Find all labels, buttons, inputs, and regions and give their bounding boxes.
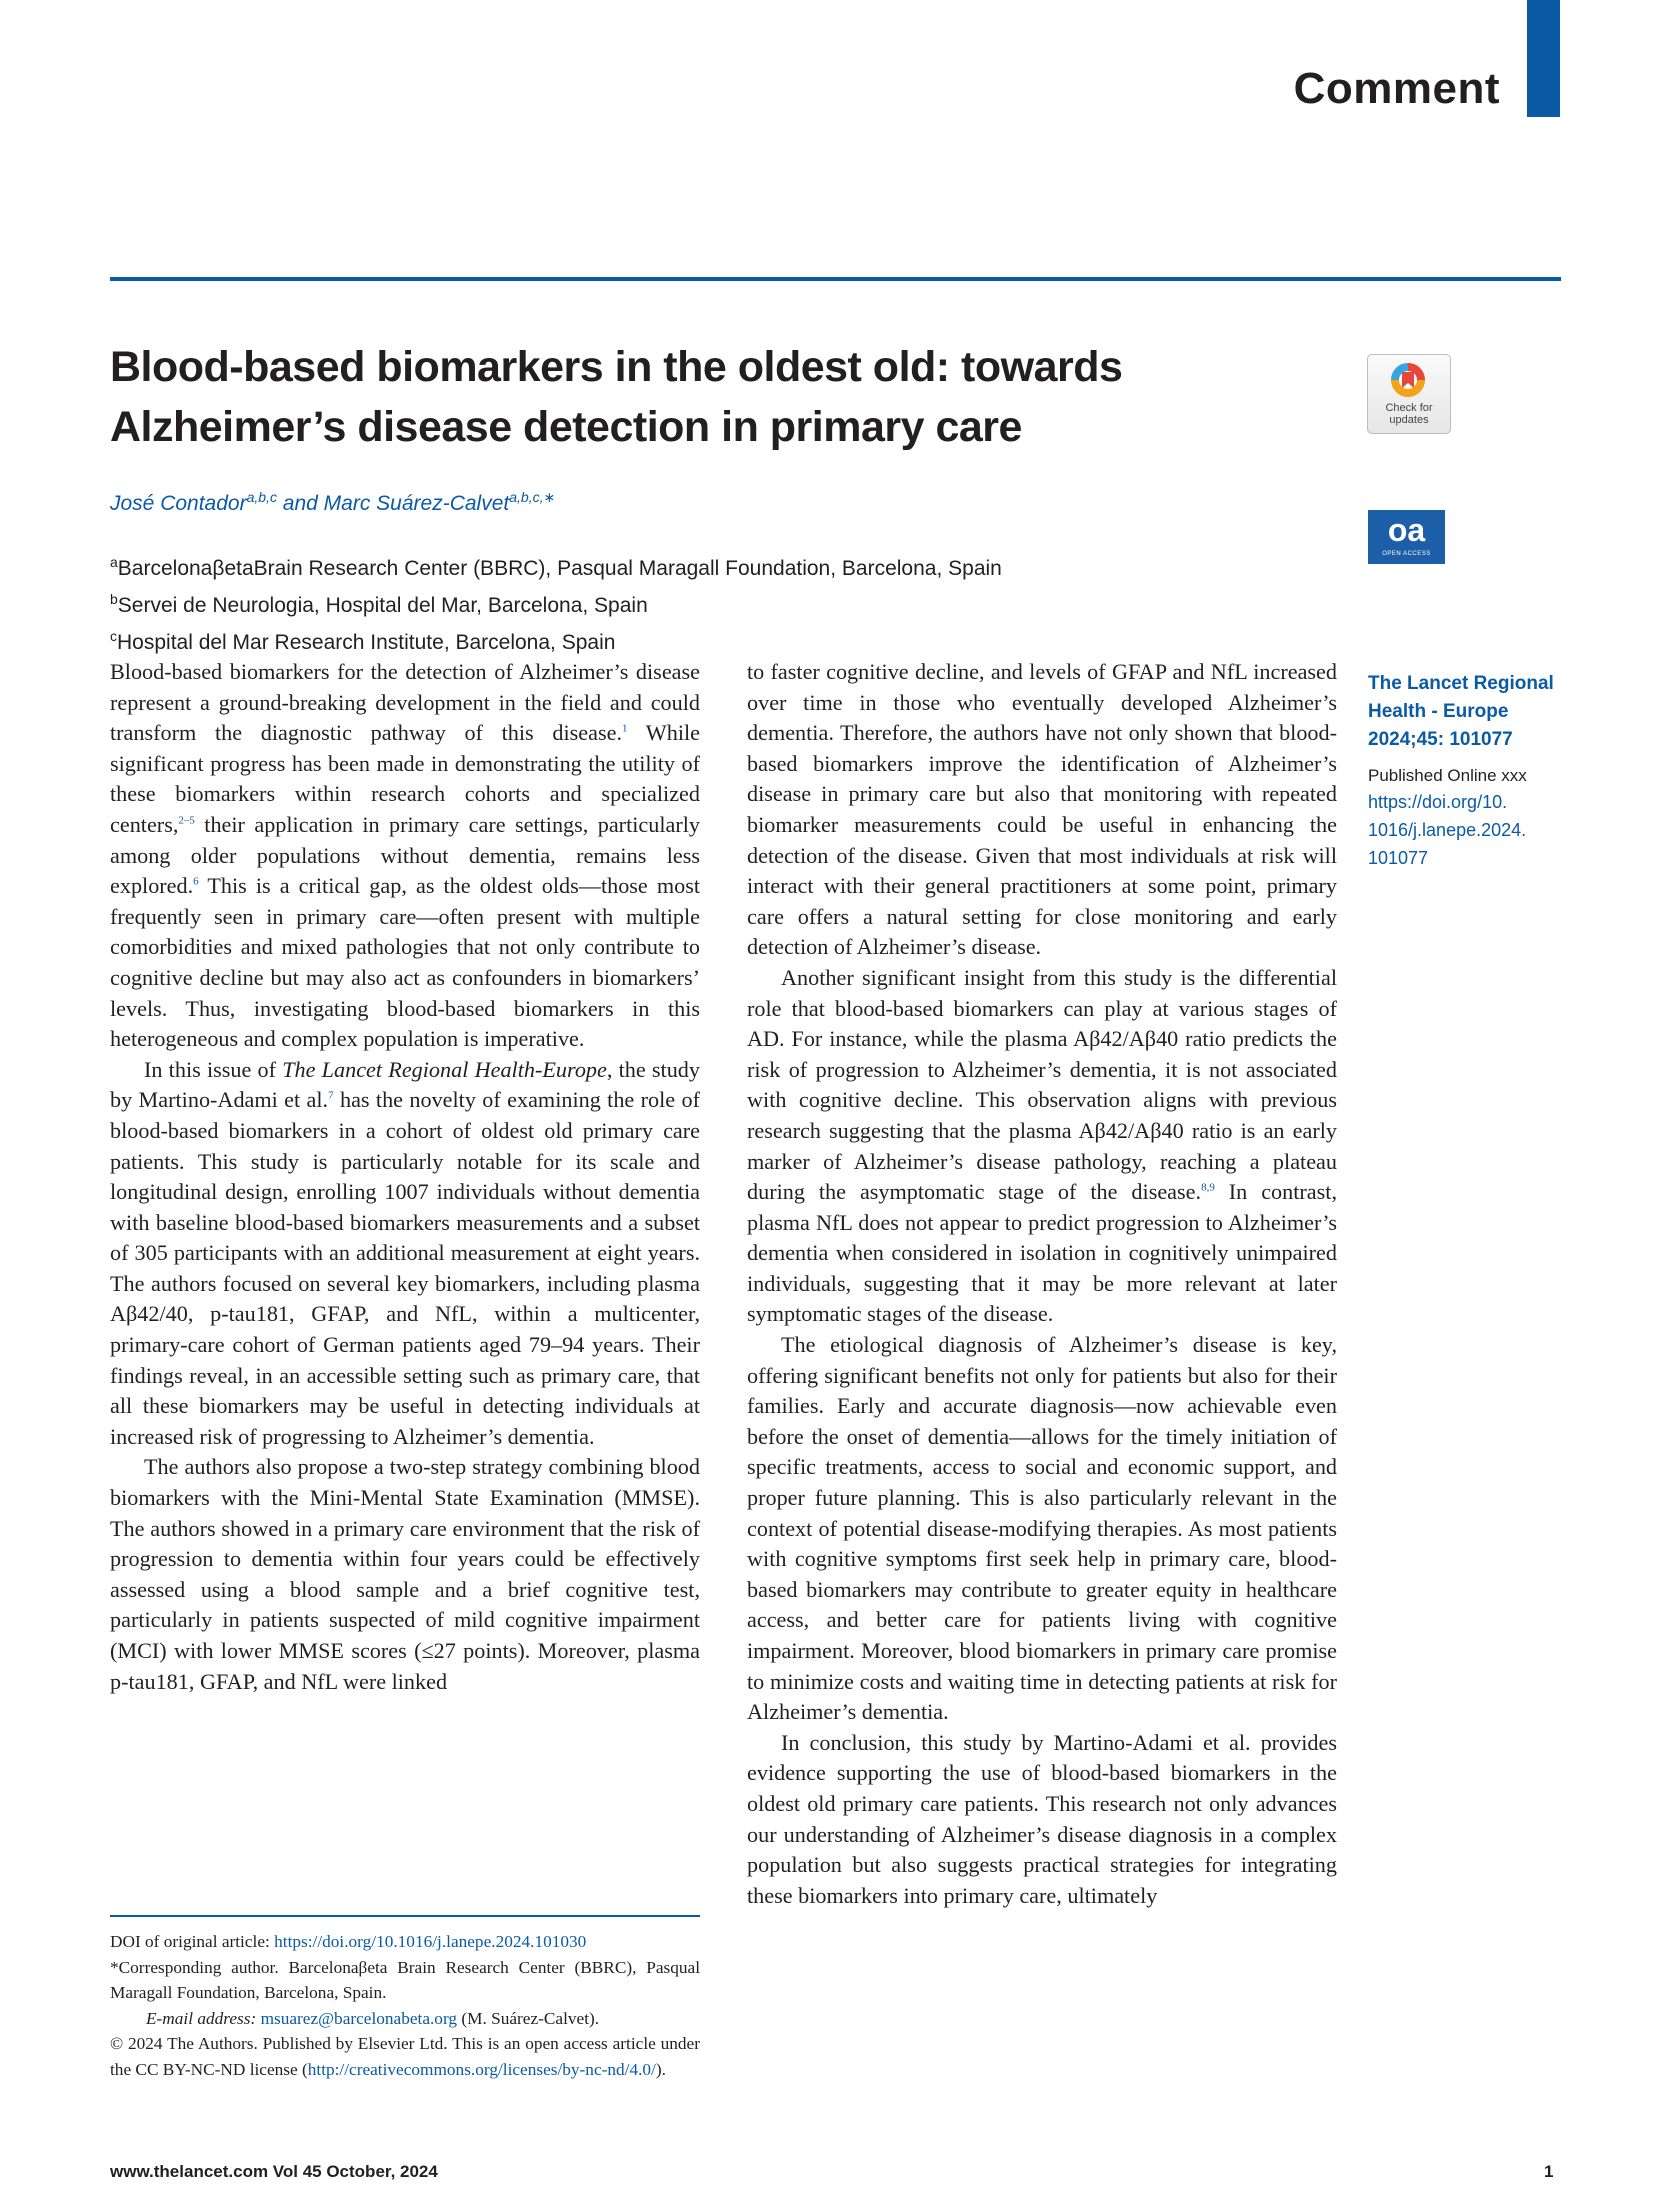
footnote-label: DOI of original article: (110, 1932, 275, 1951)
header-rule (110, 277, 1561, 281)
journal-citation[interactable] (1368, 670, 1558, 754)
affiliation-text: BarcelonaβetaBrain Research Center (BBRC), Pasqual Maragall Foundation, Barcelona, Spain (117, 557, 1002, 580)
page-footer-journal: www.thelancet.com Vol 45 October, 2024 (110, 2162, 438, 2181)
footnotes (110, 1929, 700, 2082)
reference-link[interactable]: 8,9 (1201, 1181, 1215, 1194)
body-paragraph: The authors also propose a two-step strategy combining blood biomarkers with the Mini-Mental State Examination (MMSE). The authors showed in a primary care environment that the risk of progression to dementia within four years could be effectively assessed using a blood sample and a brief cognitive test, particularly in patients suspected of mild cognitive impairment (MCI) with lower MMSE scores (≤27 points). Moreover, plasma p-tau181, GFAP, and NfL were linked (110, 1454, 700, 1694)
body-paragraph: The etiological diagnosis of Alzheimer’s disease is key, offering significant benefits not only for patients but also for their families. Early and accurate diagnosis—now achievable even before the onset of dementia—allows for the timely initiation of specific treatments, access to social and economic support, and proper future planning. This is also particularly relevant in the context of potential disease-modifying therapies. As most patients with cognitive symptoms first seek help in primary care, blood-based biomarkers may contribute to greater equity in healthcare access, and better care for patients living with cognitive impairment. Moreover, blood biomarkers in primary care promise to minimize costs and waiting time in detecting patients at risk for Alzheimer’s dementia. (747, 1332, 1337, 1725)
affiliation-text: Hospital del Mar Research Institute, Barcelona, Spain (117, 631, 616, 654)
affiliation-sup: c (110, 628, 117, 644)
footnote-doi (110, 1929, 700, 1955)
author-list (110, 489, 555, 516)
page-number: 1 (1544, 2162, 1554, 2181)
author-name[interactable]: and Marc Suárez-Calvet (282, 492, 510, 515)
original-article-link[interactable]: https://doi.org/10.1016/j.lanepe.2024.101030 (274, 1932, 587, 1951)
open-access-logo: oa (1387, 512, 1426, 548)
reference-link[interactable]: 2–5 (178, 814, 195, 827)
body-paragraph (110, 1055, 700, 1453)
reference-link[interactable]: 6 (193, 875, 199, 888)
affiliation-sup: a (110, 554, 118, 570)
doi-line: 1016/j.lanepe.2024. (1368, 820, 1527, 840)
reference-link[interactable]: 1 (622, 722, 628, 735)
footnote-corresponding: *Corresponding author. Barcelonaβeta Brain Research Center (BBRC), Pasqual Maragall Foundation, Barcelona, Spain. (110, 1957, 700, 2002)
body-text: In this issue of (144, 1056, 283, 1082)
body-text: has the novelty of examining the role of blood-based biomarkers in a cohort of oldest old primary care patients. This study is particularly notable for its scale and longitudinal design, enrolling 1007 individuals without dementia with baseline blood-based biomarkers measurements and a subset of 305 participants with an additional measurement at eight years. The authors focused on several key biomarkers, including plasma Aβ42/40, p-tau181, GFAP, and NfL, within a multicenter, primary-care cohort of German patients aged 79–94 years. Their findings reveal, in an accessible setting such as primary care, that all these biomarkers may be useful in detecting individuals at increased risk of progressing to Alzheimer’s dementia. (110, 1087, 700, 1449)
body-paragraph: to faster cognitive decline, and levels of GFAP and NfL increased over time in those who eventually developed Alzheimer’s dementia. Therefore, the authors have not only shown that blood-based biomarkers improve the identification of Alzheimer’s disease in primary care but also that monitoring with repeated biomarker measurements could be useful in enhancing the detection of the disease. Given that most individuals at risk will interact with their general practitioners at some point, primary care offers a natural setting for close monitoring and early detection of Alzheimer’s disease. (747, 659, 1337, 960)
footnote-license (110, 2031, 700, 2082)
body-text: This is a critical gap, as the oldest olds—those most frequently seen in primary care—often present with multiple comorbidities and mixed pathologies that not only contribute to cognitive decline but may also act as confounders in biomarkers’ levels. Thus, investigating blood-based biomarkers in this heterogeneous and complex population is imperative. (110, 873, 700, 1052)
journal-citation-line: The Lancet Regional (1368, 673, 1554, 694)
body-paragraph (747, 963, 1337, 1330)
license-link[interactable]: http://creativecommons.org/licenses/by-nc-nd/4.0/ (307, 2059, 656, 2079)
author-affil-sup: a,b,c (246, 489, 277, 505)
journal-name: The Lancet Regional Health-Europe (282, 1056, 607, 1082)
body-paragraph: In conclusion, this study by Martino-Adami et al. provides evidence supporting the use of blood-based biomarkers in the oldest old primary care patients. This research not only advances our understanding of Alzheimer’s disease diagnosis in a complex population but also suggests practical strategies for integrating these biomarkers into primary care, ultimately (747, 1729, 1337, 1908)
body-column-left (110, 657, 700, 1697)
email-link[interactable]: msuarez@barcelonabeta.org (260, 2008, 458, 2028)
footnote-text: © 2024 The Authors. Published by Elsevier Ltd. This is an open access article under the CC BY-NC-ND license ( (110, 2034, 700, 2079)
affiliation (110, 584, 1002, 621)
footnote-text: ). (655, 2059, 666, 2079)
check-updates-label (1368, 402, 1450, 426)
published-online: Published Online xxx (1368, 766, 1527, 785)
check-updates-icon (1389, 361, 1427, 399)
article-title: Blood-based biomarkers in the oldest old: towards Alzheimer’s disease detection in primary care (110, 343, 1123, 451)
section-label: Comment (1293, 64, 1500, 113)
body-text: , the study by Martino-Adami et al. (110, 1056, 700, 1113)
body-text: Another significant insight from this study is the differential role that blood-based biomarkers can play at various stages of AD. For instance, while the plasma Aβ42/Aβ40 ratio predicts the risk of progression to Alzheimer’s dementia, it is not associated with cognitive decline. This observation aligns with previous research suggesting that the plasma Aβ42/Aβ40 ratio is an early marker of Alzheimer’s disease pathology, reaching a plateau during the asymptomatic stage of the disease. (747, 964, 1337, 1205)
body-text: Blood-based biomarkers for the detection of Alzheimer’s disease represent a ground-breaking development in the field and could transform the diagnostic pathway of this disease. (110, 659, 700, 746)
open-access-badge (1368, 510, 1445, 564)
journal-citation-line: Health - Europe (1368, 701, 1509, 722)
affiliation (110, 547, 1002, 584)
body-paragraph (110, 657, 700, 1055)
footnote-email (110, 2006, 700, 2032)
footnote-text: (M. Suárez-Calvet). (457, 2008, 600, 2028)
body-text: their application in primary care settings, particularly among older populations without dementia, remains less explored. (110, 811, 700, 899)
check-for-updates-button[interactable] (1367, 354, 1451, 434)
author-name[interactable]: José Contador (110, 492, 247, 515)
body-text: While significant progress has been made in demonstrating the utility of these biomarkers within research cohorts and specialized centers, (110, 720, 700, 837)
footnote-rule (110, 1915, 700, 1917)
reference-link[interactable]: 7 (328, 1089, 334, 1102)
affiliations (110, 547, 1002, 658)
author-affil-sup: a,b,c,∗ (509, 489, 556, 505)
open-access-label: OPEN ACCESS (1382, 551, 1431, 557)
body-text: In contrast, plasma NfL does not appear to predict progression to Alzheimer’s dementia when considered in isolation in cognitively unimpaired individuals, suggesting that it may be more relevant at later symptomatic stages of the disease. (747, 1179, 1337, 1327)
check-updates-line: updates (1389, 414, 1429, 426)
body-column-right (747, 657, 1337, 1911)
doi-line: 101077 (1368, 848, 1429, 868)
affiliation (110, 621, 1002, 658)
affiliation-sup: b (110, 591, 118, 607)
check-updates-line: Check for (1385, 402, 1433, 414)
doi-link[interactable] (1368, 788, 1558, 872)
affiliation-text: Servei de Neurologia, Hospital del Mar, Barcelona, Spain (117, 594, 648, 617)
doi-line: https://doi.org/10. (1368, 792, 1508, 812)
section-color-tab (1527, 0, 1560, 117)
journal-citation-line: 2024;45: 101077 (1368, 729, 1513, 750)
footnote-label: E-mail address: (146, 2008, 261, 2028)
